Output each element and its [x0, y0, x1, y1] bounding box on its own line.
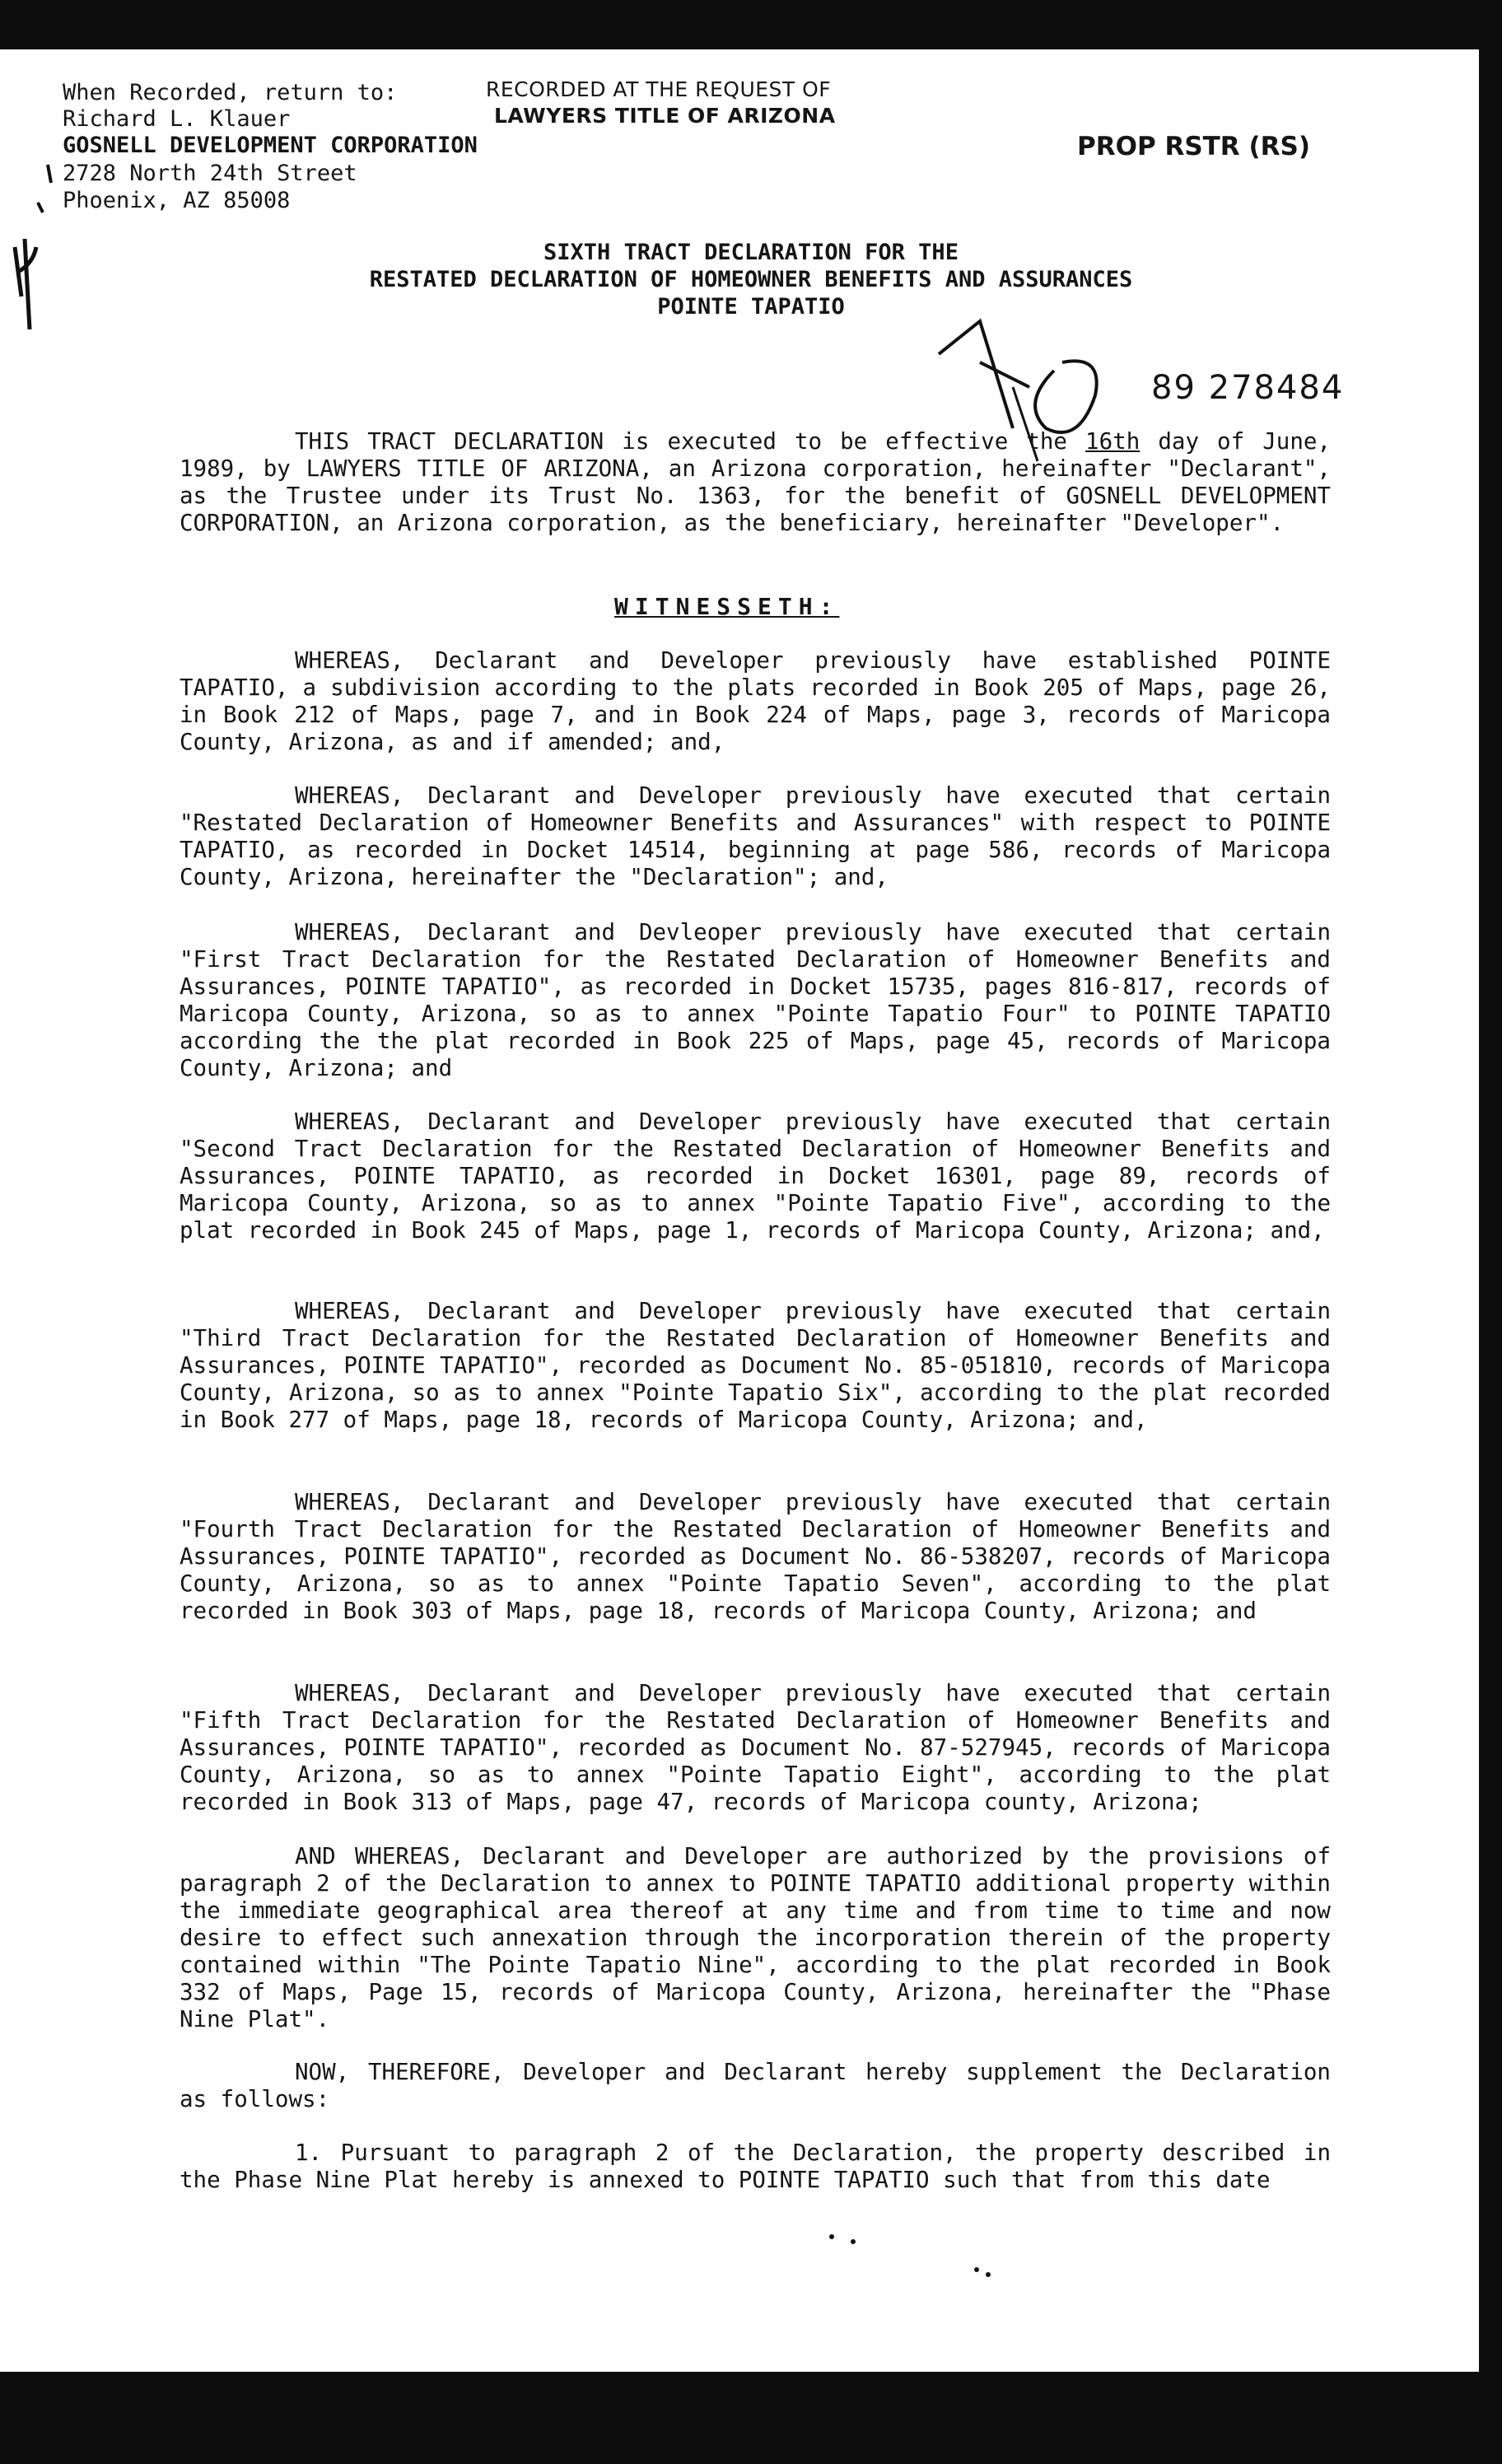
return-name: Richard L. Klauer — [63, 106, 291, 132]
recital-paragraph: WHEREAS, Declarant and Developer previously have executed that certain "Second Tract Declaration for the Restated Declaration of Homeowner Benefits and Assurances, POINTE TAPATIO, as recorded in Docket 16301, page 89, records of Maricopa County, Arizona, so as to annex "Pointe Tapatio Five", according to the plat recorded in Book 245 of Maps, page 1, records of Maricopa County, Arizona; and, — [180, 1108, 1331, 1244]
intro-paragraph — [180, 428, 1331, 537]
return-company: GOSNELL DEVELOPMENT CORPORATION — [63, 133, 478, 158]
document-number: 89 278484 — [1151, 369, 1345, 407]
recital-paragraph: WHEREAS, Declarant and Developer previously have executed that certain "Restated Declaration of Homeowner Benefits and Assurances" with respect to POINTE TAPATIO, as recorded in Docket 14514, beginning at page 586, records of Maricopa County, Arizona, hereinafter the "Declaration"; and, — [180, 782, 1331, 890]
intro-text-start: THIS TRACT DECLARATION is executed to be effective the — [295, 428, 1086, 455]
recital-paragraph: WHEREAS, Declarant and Developer previously have established POINTE TAPATIO, a subdivision according to the plats recorded in Book 205 of Maps, page 26, in Book 212 of Maps, page 7, and in Book 224 of Maps, page 3, records of Maricopa County, Arizona, as and if amended; and, — [180, 647, 1331, 755]
section-1-paragraph: 1. Pursuant to paragraph 2 of the Declaration, the property described in the Phase Nine Plat hereby is annexed to POINTE TAPATIO such that from this date — [180, 2140, 1331, 2193]
intro-day: 16th — [1085, 428, 1140, 455]
now-therefore-paragraph: NOW, THEREFORE, Developer and Declarant hereby supplement the Declaration as follows: — [180, 2059, 1331, 2112]
recital-paragraph: WHEREAS, Declarant and Developer previously have executed that certain "Third Tract Declaration for the Restated Declaration of Homeowner Benefits and Assurances, POINTE TAPATIO", recorded as Document No. 85-051810, records of Maricopa County, Arizona, so as to annex "Pointe Tapatio Six", according to the plat recorded in Book 277 of Maps, page 18, records of Maricopa County, Arizona; and, — [180, 1298, 1331, 1433]
recording-stamp-line1: RECORDED AT THE REQUEST OF — [486, 77, 832, 101]
document-title-line1: SIXTH TRACT DECLARATION FOR THE — [543, 240, 959, 265]
intro-text-end: day of June, 1989, by LAWYERS TITLE OF ARIZONA, an Arizona corporation, hereinafter "Declarant", as the Trustee under its Trust No. 1363, for the benefit of GOSNELL DEVELOPMENT CORPORATION, an Arizona corporation, as the beneficiary, hereinafter "Developer". — [180, 428, 1331, 536]
recital-paragraph: WHEREAS, Declarant and Developer previously have executed that certain "Fifth Tract Declaration for the Restated Declaration of Homeowner Benefits and Assurances, POINTE TAPATIO", recorded as Document No. 87-527945, records of Maricopa County, Arizona, so as to annex "Pointe Tapatio Eight", according to the plat recorded in Book 313 of Maps, page 47, records of Maricopa county, Arizona; — [180, 1680, 1331, 1815]
margin-mark — [15, 239, 36, 329]
document-title-line3: POINTE TAPATIO — [657, 294, 845, 320]
document-title-line2: RESTATED DECLARATION OF HOMEOWNER BENEFITS AND ASSURANCES — [369, 267, 1133, 292]
return-street: 2728 North 24th Street — [63, 161, 357, 186]
recording-stamp-line2: LAWYERS TITLE OF ARIZONA — [494, 104, 836, 128]
witnesseth-heading: WITNESSETH: — [614, 593, 840, 620]
annexation-authority-paragraph: AND WHEREAS, Declarant and Developer are authorized by the provisions of paragraph 2 of the Declaration to annex to POINTE TAPATIO additional property within the immediate geographical area thereof at any time and from time to time and now desire to effect such annexation through the incorporation therein of the property contained within "The Pointe Tapatio Nine", according to the plat recorded in Book 332 of Maps, Page 15, records of Maricopa County, Arizona, hereinafter the "Phase Nine Plat". — [180, 1843, 1331, 2032]
recital-paragraph: WHEREAS, Declarant and Developer previously have executed that certain "Fourth Tract Declaration for the Restated Declaration of Homeowner Benefits and Assurances, POINTE TAPATIO", recorded as Document No. 86-538207, records of Maricopa County, Arizona, so as to annex "Pointe Tapatio Seven", according to the plat recorded in Book 303 of Maps, page 18, records of Maricopa County, Arizona; and — [180, 1489, 1331, 1624]
prop-code: PROP RSTR (RS) — [1077, 132, 1310, 161]
recorder-initials — [939, 321, 1097, 432]
return-to-line: When Recorded, return to: — [63, 80, 398, 105]
recital-paragraph: WHEREAS, Declarant and Devleoper previously have executed that certain "First Tract Declaration for the Restated Declaration of Homeowner Benefits and Assurances, POINTE TAPATIO", as recorded in Docket 15735, pages 816-817, records of Maricopa County, Arizona, so as to annex "Pointe Tapatio Four" to POINTE TAPATIO according the the plat recorded in Book 225 of Maps, page 45, records of Maricopa County, Arizona; and — [180, 919, 1331, 1081]
return-city: Phoenix, AZ 85008 — [63, 188, 291, 213]
